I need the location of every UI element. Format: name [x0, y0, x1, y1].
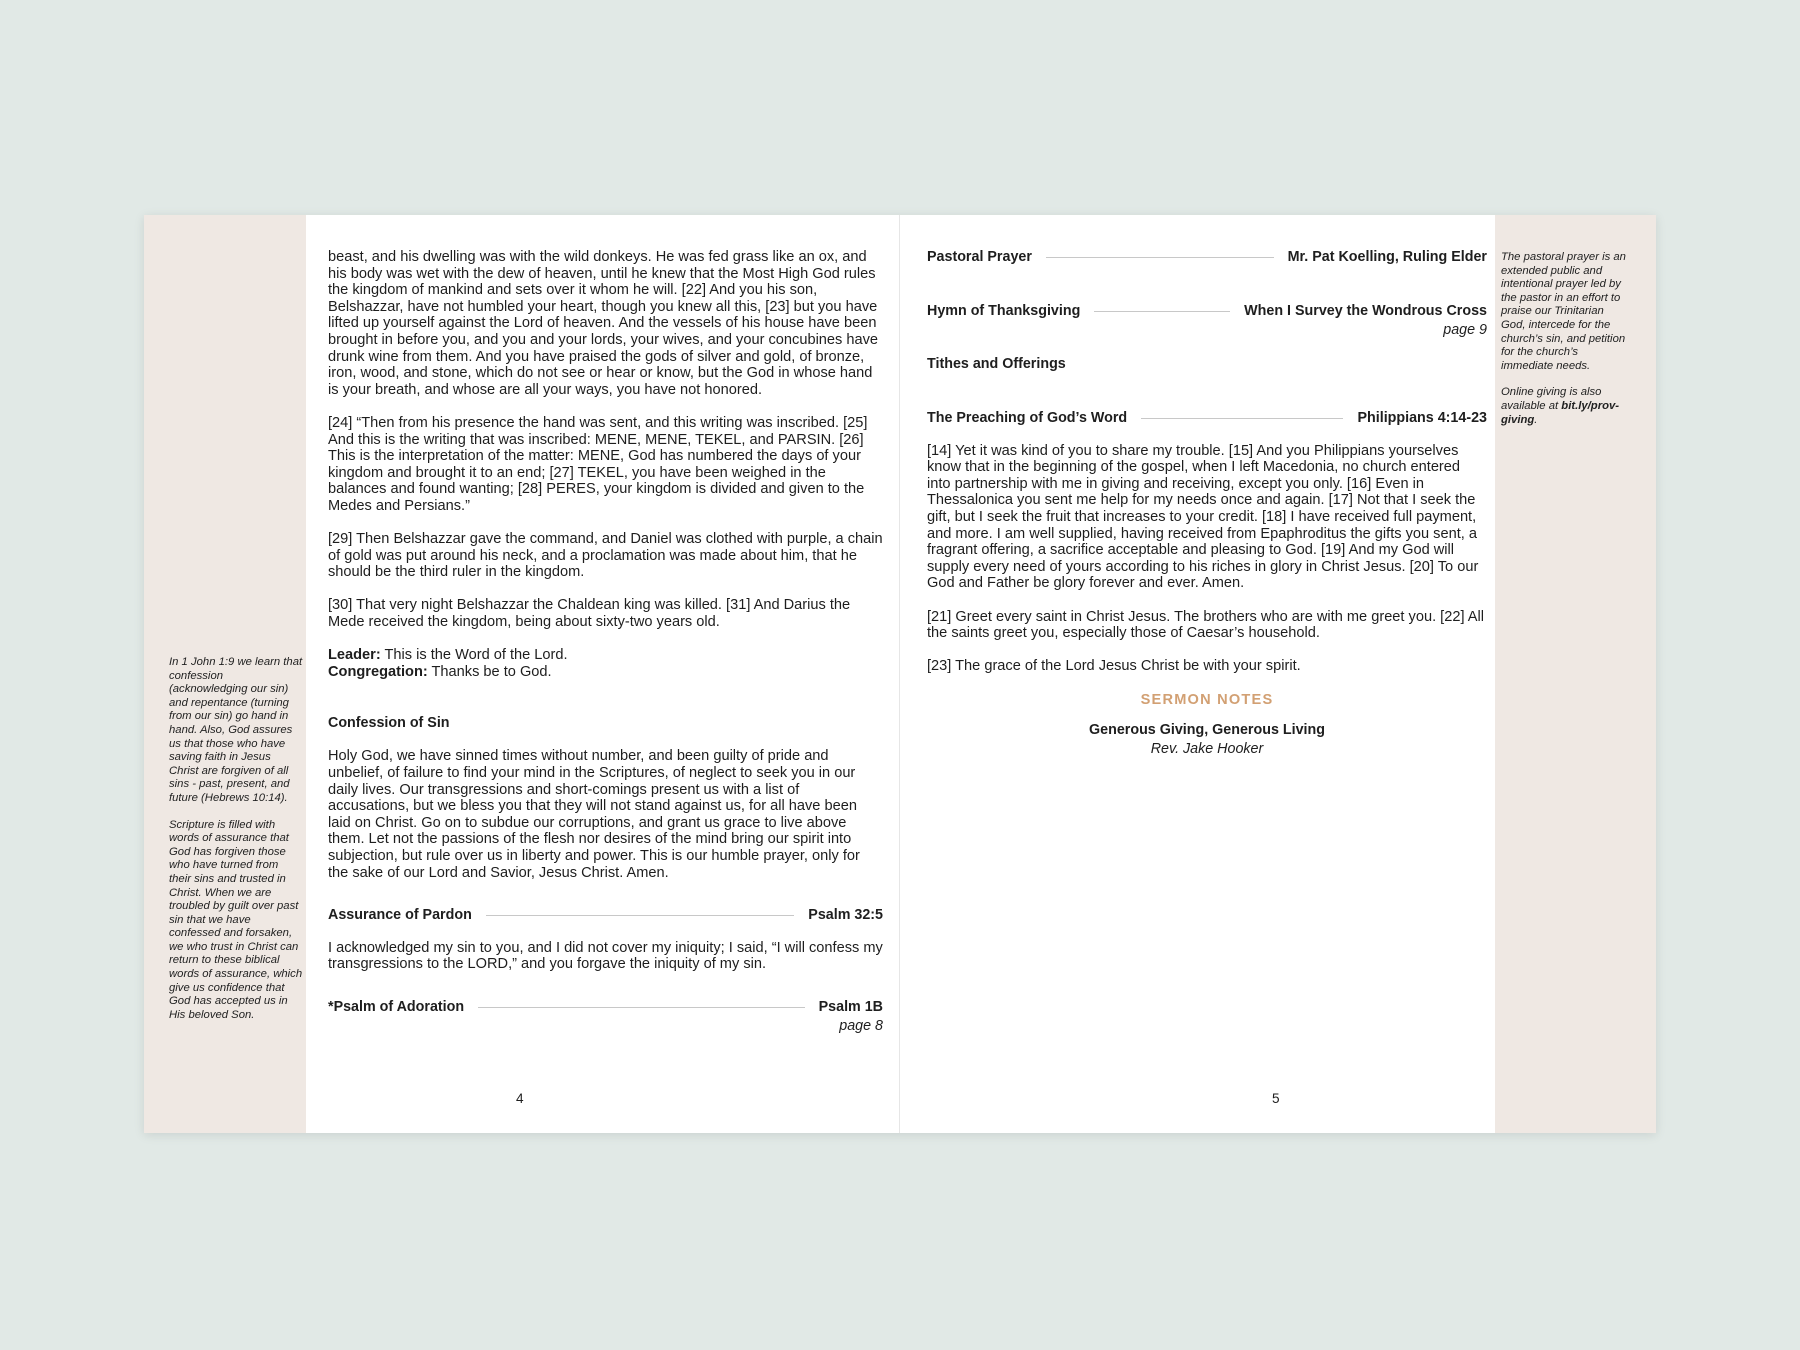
- pastoral-prayer-leader: Mr. Pat Koelling, Ruling Elder: [1287, 249, 1487, 266]
- right-side-note: [1501, 251, 1631, 440]
- preaching-header: [927, 410, 1487, 427]
- assurance-text: I acknowledged my sin to you, and I did not cover my iniquity; I said, “I will confess my transgressions to the LORD,” and you forgave the iniquity of my sin.: [328, 939, 883, 973]
- psalm-header: [328, 999, 883, 1016]
- giving-link[interactable]: bit.ly/prov-giving: [1501, 399, 1620, 426]
- leader-label: Leader:: [328, 647, 381, 664]
- prayer-side-note: The pastoral prayer is an extended public and intentional prayer led by the pastor in an effort to praise our Trinitarian God, intercede for the church’s sin, and petition for the church’s immediate needs.: [1501, 251, 1626, 372]
- psalm-page: page 8: [839, 1017, 883, 1034]
- psalm-reference: Psalm 1B: [818, 998, 883, 1015]
- leader-rule: [486, 915, 794, 916]
- hymn-name: When I Survey the Wondrous Cross: [1244, 303, 1487, 320]
- pastoral-prayer-header: [927, 249, 1487, 266]
- left-page-content: [328, 249, 1018, 1034]
- confession-side-note: In 1 John 1:9 we learn that confession (acknowledging our sin) and repentance (turning from our sin) go hand in hand. Also, God assures us that those who have saving faith in Jesus Christ are forgiven of all sins - past, present, and future (Hebrews 10:14).: [169, 656, 303, 804]
- scripture-paragraph: beast, and his dwelling was with the wild donkeys. He was fed grass like an ox, and his body was wet with the dew of heaven, until he knew that the Most High God rules the kingdom of mankind and sets over it whom he will. [22] And you his son, Belshazzar, have not humbled your heart, though you knew all this, [23] but you have lifted up yourself against the Lord of heaven. And the vessels of his house have been brought in before you, and you and your lords, your wives, and your concubines have drunk wine from them. And you have praised the gods of silver and gold, of bronze, iron, wood, and stone, which do not see or hear or know, but the God in whose hand is your breath, and whose are all your ways, you have not honored.: [328, 249, 879, 398]
- congregation-text: Thanks be to God.: [431, 663, 552, 680]
- right-page-content: [927, 249, 1487, 757]
- preaching-reference: Philippians 4:14-23: [1357, 409, 1487, 426]
- bulletin-spread: [144, 215, 1656, 1133]
- leader-rule: [1141, 418, 1343, 419]
- leader-rule: [1046, 257, 1274, 258]
- scripture-paragraph: [30] That very night Belshazzar the Chaldean king was killed. [31] And Darius the Mede received the kingdom, being about sixty-two years old.: [328, 597, 851, 631]
- left-side-note: [169, 656, 303, 1035]
- tithes-heading: Tithes and Offerings: [927, 355, 1066, 372]
- page-number-right: 5: [1272, 1091, 1280, 1106]
- scripture-paragraph: [29] Then Belshazzar gave the command, and Daniel was clothed with purple, a chain of gold was put around his neck, and a proclamation was made about him, that he should be the third ruler in the kingdom.: [328, 531, 883, 581]
- psalm-title: *Psalm of Adoration: [328, 998, 465, 1015]
- page-number-left: 4: [516, 1091, 524, 1106]
- assurance-header: [328, 907, 883, 924]
- leader-text: This is the Word of the Lord.: [384, 647, 568, 664]
- confession-heading: Confession of Sin: [328, 715, 450, 732]
- scripture-paragraph: [24] “Then from his presence the hand was sent, and this writing was inscribed. [25] And this is the writing that was inscribed: MENE, MENE, TEKEL, and PARSIN. [26] This is the interpretation of the matter: MENE, God has numbered the days of your kingdom and brought it to an end; [27] TEKEL, you have been weighed in the balances and found wanting; [28] PERES, your kingdom is divided and given to the Medes and Persians.”: [328, 414, 868, 514]
- preaching-title: The Preaching of God’s Word: [927, 409, 1128, 426]
- assurance-side-note: Scripture is filled with words of assurance that God has forgiven those who have turned from their sins and trusted in Christ. When we are troubled by guilt over past sin that we have confessed and forsaken, we who trust in Christ can return to these biblical words of assurance, which give us confidence that God has accepted us in His beloved Son.: [169, 818, 303, 1021]
- sermon-speaker: Rev. Jake Hooker: [1150, 740, 1264, 757]
- assurance-reference: Psalm 32:5: [808, 906, 883, 923]
- preaching-paragraph: [23] The grace of the Lord Jesus Christ be with your spirit.: [927, 658, 1301, 675]
- confession-text: Holy God, we have sinned times without number, and been guilty of pride and unbelief, of failure to find your mind in the Scriptures, of neglect to seek you in our daily lives. Our transgressions and short-comings present us with a list of accusations, but we bless you that they will not stand against us, for all have been laid on Christ. Go on to subdue our corruptions, and grant us grace to live above them. Let not the passions of the flesh nor desires of the mind bring our spirit into subjection, but rule over us in liberty and power. This is our humble prayer, only for the sake of our Lord and Savior, Jesus Christ. Amen.: [328, 748, 860, 881]
- sermon-title: Generous Giving, Generous Living: [1089, 722, 1325, 739]
- preaching-paragraph: [21] Greet every saint in Christ Jesus. The brothers who are with me greet you. [22] All the saints greet you, especially those of Caesar’s household.: [927, 608, 1484, 642]
- hymn-page: page 9: [1443, 322, 1487, 338]
- giving-prefix: Online giving is also available at: [1501, 386, 1602, 412]
- hymn-title: Hymn of Thanksgiving: [927, 303, 1081, 320]
- leader-rule: [478, 1007, 805, 1008]
- sermon-notes-heading: SERMON NOTES: [1140, 691, 1274, 708]
- congregation-label: Congregation:: [328, 663, 428, 680]
- hymn-header: [927, 303, 1487, 320]
- giving-side-note: [1501, 386, 1631, 427]
- giving-suffix: .: [1534, 413, 1538, 426]
- preaching-paragraph: [14] Yet it was kind of you to share my trouble. [15] And you Philippians yourselves know that in the beginning of the gospel, when I left Macedonia, no church entered into partnership with me in giving and receiving, except you only. [16] Even in Thessalonica you sent me help for my needs once and again. [17] Not that I seek the gift, but I seek the fruit that increases to your credit. [18] I have received full payment, and more. I am well supplied, having received from Epaphroditus the gifts you sent, a fragrant offering, a sacrifice acceptable and pleasing to God. [19] And my God will supply every need of yours according to his riches in glory in Christ Jesus. [20] To our God and Father be glory forever and ever. Amen.: [927, 442, 1479, 592]
- pastoral-prayer-title: Pastoral Prayer: [927, 249, 1032, 266]
- leader-response: [328, 647, 883, 680]
- leader-rule: [1094, 311, 1230, 312]
- assurance-title: Assurance of Pardon: [328, 906, 472, 923]
